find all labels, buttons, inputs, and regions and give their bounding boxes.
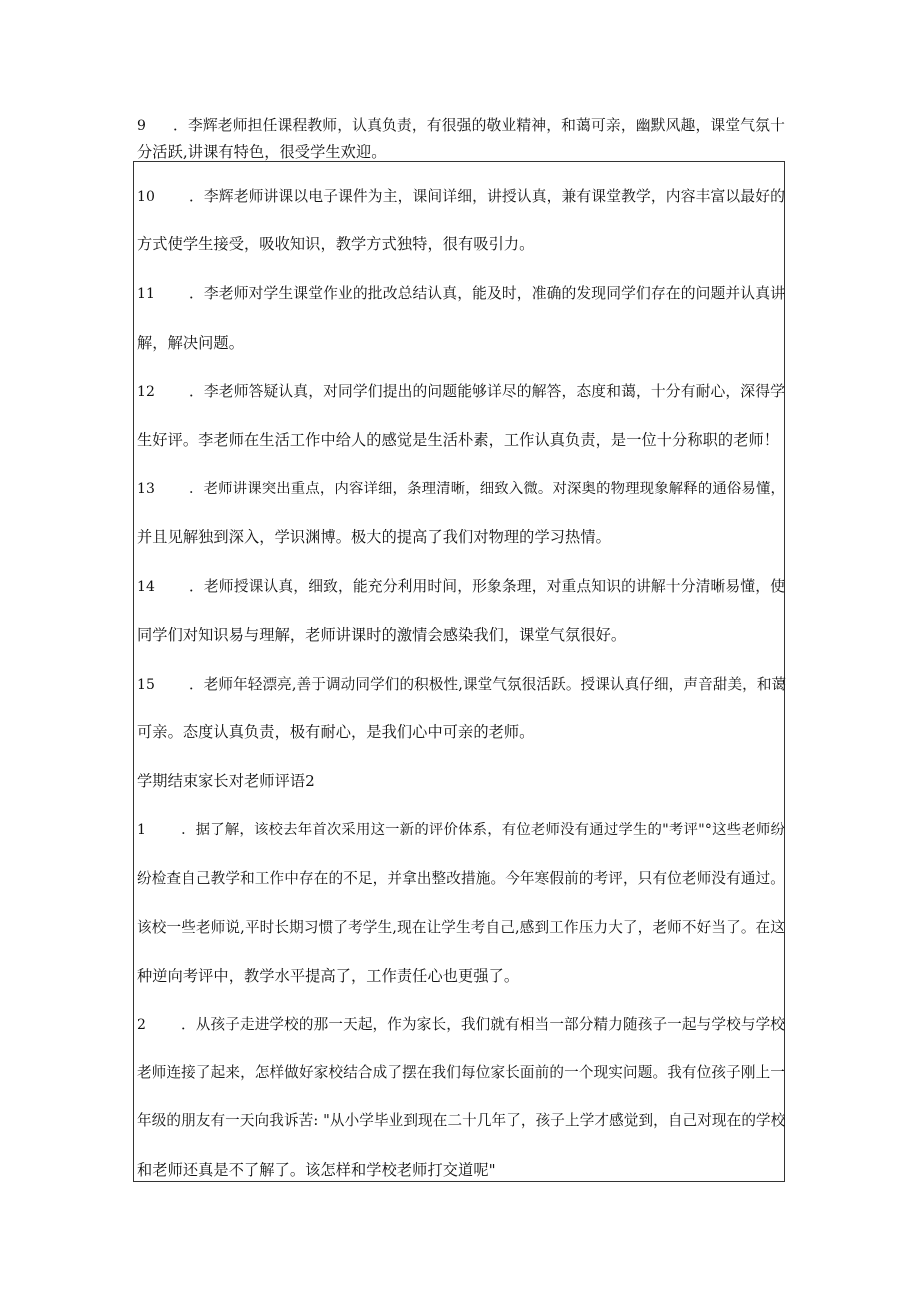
section-item-2-line-4: 和老师还真是不了解了。该怎样和学校老师打交道呢": [137, 1161, 496, 1179]
section-item-2-line-3: 年级的朋友有一天向我诉苦: "从小学毕业到现在二十几年了，孩子上学才感觉到，自己对现在的学校: [137, 1112, 786, 1129]
item-9-number: 9: [137, 118, 147, 134]
item-14-line-2: 同学们对知识易与理解，老师讲课时的激情会感染我们，课堂气氛很好。: [137, 626, 627, 644]
section-item-2-line-2: 老师连接了起来，怎样做好家校结合成了摆在我们每位家长面前的一个现实问题。我有位孩子刚上一: [137, 1064, 785, 1081]
item-11-line-2: 解，解决问题。: [137, 334, 245, 352]
item-9-line-2: 分活跃,讲课有特色，很受学生欢迎。: [137, 143, 387, 161]
section-item-1-line-1: 1 ．据了解，该校去年首次采用这一新的评价体系，有位老师没有通过学生的"考评"°这些老师纷: [137, 822, 785, 838]
item-11-number: 11: [137, 286, 156, 302]
section-item-2-line-1: 2 ．从孩子走进学校的那一天起，作为家长，我们就有相当一部分精力随孩子一起与学校与学校: [137, 1016, 785, 1033]
item-10-number: 10: [137, 189, 156, 205]
item-12-number: 12: [137, 384, 156, 400]
section-item-2-number: 2: [137, 1017, 147, 1033]
item-13-line-1: 13 ．老师讲课突出重点，内容详细，条理清晰，细致入微。对深奥的物理现象解释的通俗易懂，: [137, 481, 785, 497]
item-13-line-2: 并且见解独到深入，学识渊博。极大的提高了我们对物理的学习热情。: [137, 528, 611, 546]
item-12-line-2: 生好评。李老师在生活工作中给人的感觉是生活朴素，工作认真负责，是一位十分称职的老师！: [137, 431, 780, 449]
section-item-1-line-3: 该校一些老师说,平时长期习惯了考学生,现在让学生考自己,感到工作压力大了，老师不好当了。在这: [137, 919, 785, 936]
section-item-1-line-4: 种逆向考评中，教学水平提高了，工作责任心也更强了。: [137, 967, 520, 985]
item-11-line-1: 11 ．李老师对学生课堂作业的批改总结认真，能及时，准确的发现同学们存在的问题并认真讲: [137, 285, 785, 302]
item-14-line-1: 14 ．老师授课认真，细致，能充分利用时间，形象条理，对重点知识的讲解十分清晰易懂，使: [137, 578, 785, 595]
item-10-line-1: 10 ．李辉老师讲课以电子课件为主，课间详细，讲授认真，兼有课堂教学，内容丰富以最好的: [137, 188, 785, 205]
section-title: 学期结束家长对老师评语2: [137, 772, 315, 790]
item-14-number: 14: [137, 579, 156, 595]
section-item-1-line-2: 纷检查自己教学和工作中存在的不足，并拿出整改措施。今年寒假前的考评，只有位老师没有通过。: [137, 870, 785, 887]
item-10-line-2: 方式使学生接受，吸收知识，教学方式独特，很有吸引力。: [137, 235, 535, 253]
section-item-1-number: 1: [137, 822, 147, 838]
item-15-number: 15: [137, 677, 156, 693]
item-15-line-2: 可亲。态度认真负责，极有耐心，是我们心中可亲的老师。: [137, 723, 535, 741]
item-12-line-1: 12 ．李老师答疑认真，对同学们提出的问题能够详尽的解答，态度和蔼，十分有耐心，深得学: [137, 383, 785, 400]
item-13-number: 13: [137, 481, 156, 497]
item-9-line-1: 9 ．李辉老师担任课程教师，认真负责，有很强的敬业精神，和蔼可亲，幽默风趣，课堂气氛十: [137, 117, 785, 134]
item-15-line-1: 15 ．老师年轻漂亮,善于调动同学们的积极性,课堂气氛很活跃。授课认真仔细，声音甜美，和蔼: [137, 676, 787, 693]
